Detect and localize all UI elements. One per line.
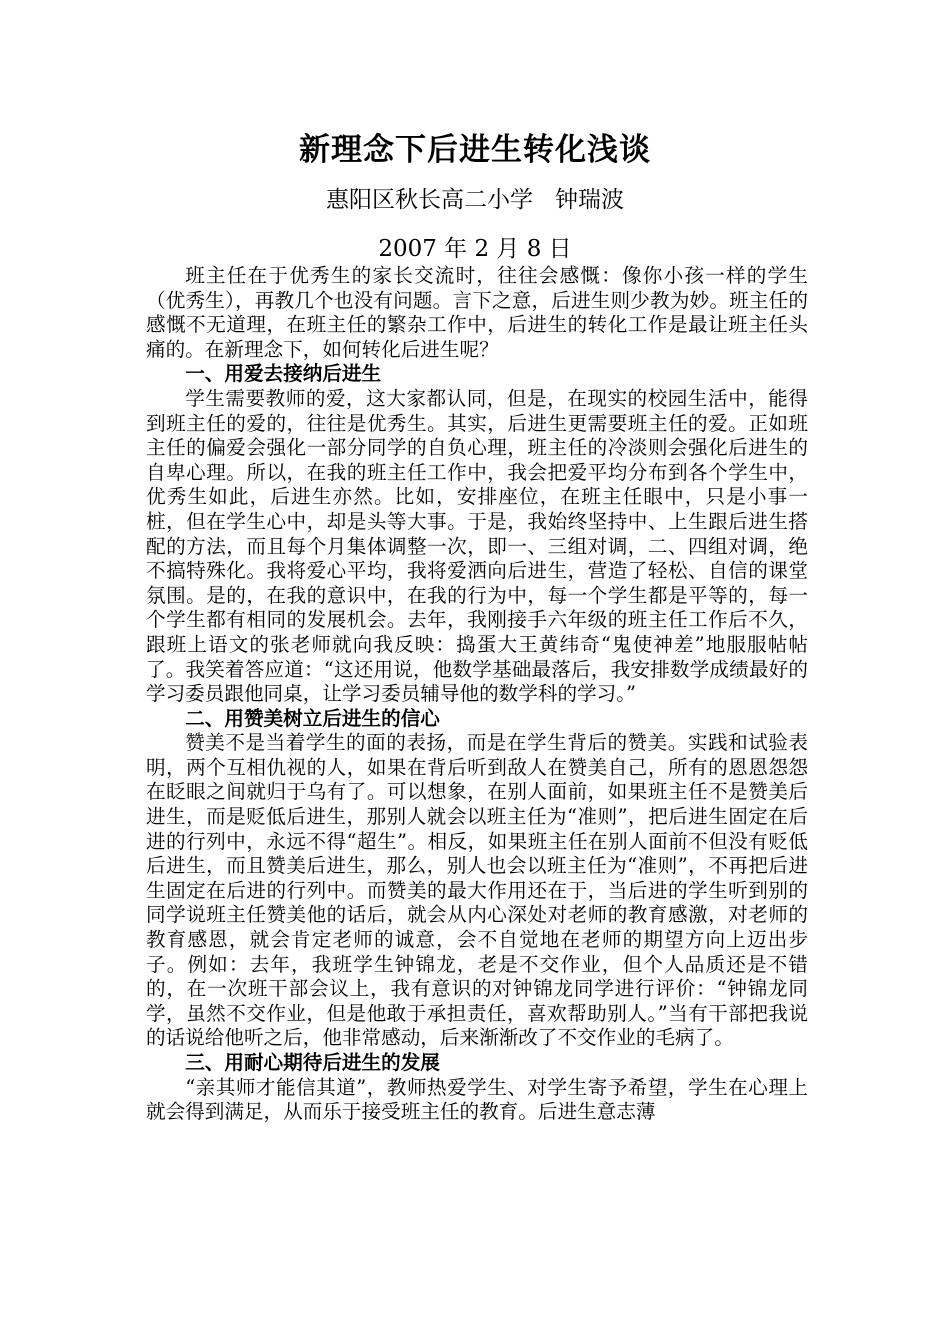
author-line: 惠阳区秋长高二小学 钟瑞波 [326, 187, 624, 213]
intro-paragraph: 班主任在于优秀生的家长交流时，往往会感慨：像你小孩一样的学生（优秀生），再教几个也没有问题。言下之意，后进生则少教为妙。班主任的感慨不无道理，在班主任的繁杂工作中，后进生的转化工作是最让班主任头痛的。在新理念下，如何转化后进生呢？ [146, 264, 808, 361]
section-heading-2: 二、用赞美树立后进生的信心 [185, 706, 440, 730]
section-paragraph-3: “亲其师才能信其道”，教师热爱学生、对学生寄予希望，学生在心理上就会得到满足，从而乐于接受班主任的教育。后进生意志薄 [146, 1075, 808, 1124]
section-heading-1: 一、用爱去接纳后进生 [185, 362, 382, 386]
document-title: 新理念下后进生转化浅谈 [299, 132, 651, 168]
section-paragraph-2: 赞美不是当着学生的面的表扬，而是在学生背后的赞美。实践和试验表明，两个互相仇视的人，如果在背后听到敌人在赞美自己，所有的恩恩怨怨在眨眼之间就归于乌有了。可以想象，在别人面前，如果班主任不是赞美后进生，而是贬低后进生，那别人就会以班主任为“准则”，把后进生固定在后进的行列中，永远不得“超生”。相反，如果班主任在别人面前不但没有贬低后进生，而且赞美后进生，那么，别人也会以班主任为“准则”，不再把后进生固定在后进的行列中。而赞美的最大作用还在于，当后进的学生听到别的同学说班主任赞美他的话后，就会从内心深处对老师的教育感激，对老师的教育感恩，就会肯定老师的诚意，会不自觉地在老师的期望方向上迈出步子。例如：去年，我班学生钟锦龙，老是不交作业，但个人品质还是不错的，在一次班干部会议上，我有意识的对钟锦龙同学进行评价：“钟锦龙同学，虽然不交作业，但是他敢于承担责任，喜欢帮助别人。”当有干部把我说的话说给他听之后，他非常感动，后来渐渐改了不交作业的毛病了。 [146, 731, 808, 1050]
section-heading-3: 三、用耐心期待后进生的发展 [185, 1051, 440, 1074]
section-paragraph-1: 学生需要教师的爱，这大家都认同，但是，在现实的校园生活中，能得到班主任的爱的，往往是优秀生。其实，后进生更需要班主任的爱。正如班主任的偏爱会强化一部分同学的自负心理，班主任的冷淡则会强化后进生的自卑心理。所以，在我的班主任工作中，我会把爱平均分布到各个学生中，优秀生如此，后进生亦然。比如，安排座位，在班主任眼中，只是小事一桩，但在学生心中，却是头等大事。于是，我始终坚持中、上生跟后进生搭配的方法，而且每个月集体调整一次，即一、三组对调，二、四组对调，绝不搞特殊化。我将爱心平均，我将爱洒向后进生，营造了轻松、自信的课堂氛围。是的，在我的意识中，在我的行为中，每一个学生都是平等的，每一个学生都有相同的发展机会。去年，我刚接手六年级的班主任工作后不久，跟班上语文的张老师就向我反映：捣蛋大王黄纬奇“鬼使神差”地服服帖帖了。我笑着答应道：“这还用说，他数学基础最落后，我安排数学成绩最好的学习委员跟他同桌，让学习委员辅导他的数学科的学习。” [146, 386, 808, 706]
date-line: 2007 年 2 月 8 日 [378, 236, 572, 262]
article-body [146, 264, 808, 1125]
